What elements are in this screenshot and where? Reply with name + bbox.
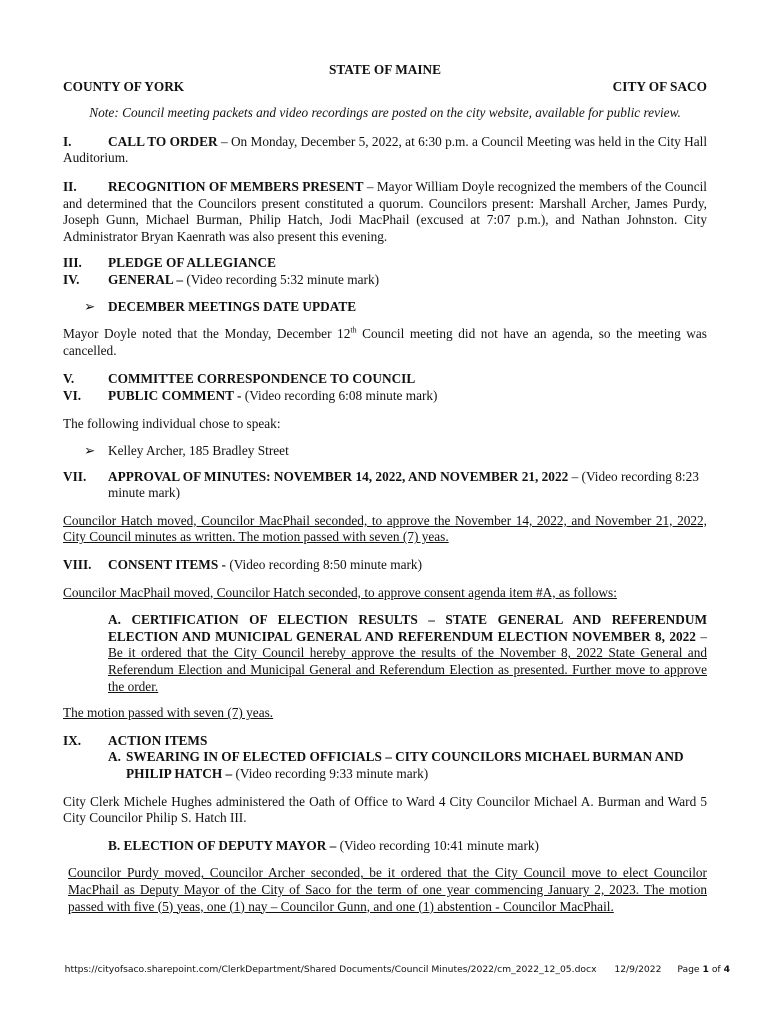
document-date: 12/9/2022 xyxy=(614,964,662,975)
oath-paragraph: City Clerk Michele Hughes administered the Oath of Office to Ward 4 City Councilor Michael A. Burman and Ward 5 City Councilor Philip S. Hatch III. xyxy=(63,793,707,826)
county-city-row xyxy=(63,79,707,96)
public-comment-paragraph: The following individual chose to speak: xyxy=(63,415,281,431)
bullet-meetings-update: ➢ DECEMBER MEETINGS DATE UPDATE xyxy=(84,298,357,314)
document-path: https://cityofsaco.sharepoint.com/ClerkDepartment/Shared Documents/Council Minutes/2022/cm_2022_12_05.docx xyxy=(64,964,597,975)
section-correspondence: V. COMMITTEE CORRESPONDENCE TO COUNCIL xyxy=(63,371,416,387)
section-call-to-order: I. CALL TO ORDER – On Monday, December 5, 2022, at 6:30 p.m. a Council Meeting was held in the City Hall Auditorium. xyxy=(63,133,708,166)
action-item-b: B. ELECTION OF DEPUTY MAYOR – (Video recording 10:41 minute mark) xyxy=(108,837,539,853)
consent-item-a: A. CERTIFICATION OF ELECTION RESULTS – STATE GENERAL AND REFERENDUM ELECTION AND MUNICIPAL GENERAL AND REFERENDUM ELECTION NOVEMBER 8, 2022 – Be it ordered that the City Council hereby approve the results of the November 8, 2022 State General and Referendum Election and Municipal General and Referendum Election as presented. Further move to approve the order. xyxy=(108,612,707,694)
section-pledge: III. PLEDGE OF ALLEGIANCE xyxy=(63,255,276,271)
page-number: 1 xyxy=(702,964,709,975)
section-title: CALL TO ORDER xyxy=(108,133,218,149)
deputy-mayor-motion: Councilor Purdy moved, Councilor Archer seconded, be it ordered that the City Council move to elect Councilor MacPhail as Deputy Mayor of the City of Saco for the term of one year commencing January 2, 2023. The motion passed with five (5) yeas, one (1) nay – Councilor Gunn, and one (1) abstention - Councilor MacPhail. xyxy=(68,865,707,914)
arrow-bullet-icon: ➢ xyxy=(84,443,96,459)
meetings-update-paragraph: Mayor Doyle noted that the Monday, December 12th Council meeting did not have an agenda, so the meeting was cancelled. xyxy=(63,325,707,358)
arrow-bullet-icon: ➢ xyxy=(84,298,96,314)
section-title: RECOGNITION OF MEMBERS PRESENT xyxy=(108,178,364,194)
action-item-a: A. SWEARING IN OF ELECTED OFFICIALS – CITY COUNCILORS MICHAEL BURMAN AND PHILIP HATCH – (Video recording 9:33 minute mark) xyxy=(108,749,684,781)
county-heading: COUNTY OF YORK xyxy=(63,78,185,94)
section-general: IV. GENERAL – (Video recording 5:32 minute mark) xyxy=(63,271,380,287)
review-note: Note: Council meeting packets and video recordings are posted on the city website, available for public review. xyxy=(89,105,681,121)
minutes-motion: Councilor Hatch moved, Councilor MacPhail seconded, to approve the November 14, 2022, and November 21, 2022, City Council minutes as written. The motion passed with seven (7) yeas. xyxy=(63,512,707,545)
consent-result: The motion passed with seven (7) yeas. xyxy=(63,705,274,721)
city-heading: CITY OF SACO xyxy=(612,78,707,94)
section-action-items: IX. ACTION ITEMS xyxy=(63,732,208,748)
section-recognition: II. RECOGNITION OF MEMBERS PRESENT – Mayor William Doyle recognized the members of the Council and determined that the Councilors present constituted a quorum. Councilors present: Marshall Archer, James Purdy, Joseph Gunn, Michael Burman, Philip Hatch, Jodi MacPhail (excused at 7:07 p.m.), and Nathan Johnston. City Administrator Bryan Kaenrath was also present this evening. xyxy=(63,178,707,244)
section-public-comment: VI. PUBLIC COMMENT - (Video recording 6:08 minute mark) xyxy=(63,387,438,403)
consent-motion: Councilor MacPhail moved, Councilor Hatch seconded, to approve consent agenda item #A, as follows: xyxy=(63,584,617,600)
document-page xyxy=(63,62,707,915)
page-footer: https://cityofsaco.sharepoint.com/ClerkDepartment/Shared Documents/Council Minutes/2022/cm_2022_12_05.docx 12/9/2022 Page 1 of 4 xyxy=(64,964,730,975)
page-total: 4 xyxy=(723,964,730,975)
section-approval-minutes: VII. APPROVAL OF MINUTES: NOVEMBER 14, 2022, AND NOVEMBER 21, 2022 – (Video recording 8:23 minute mark) xyxy=(63,468,699,501)
bullet-speaker: ➢ Kelley Archer, 185 Bradley Street xyxy=(84,443,289,459)
section-consent-items: VIII. CONSENT ITEMS - (Video recording 8:50 minute mark) xyxy=(63,557,423,573)
state-heading: STATE OF MAINE xyxy=(328,62,442,77)
